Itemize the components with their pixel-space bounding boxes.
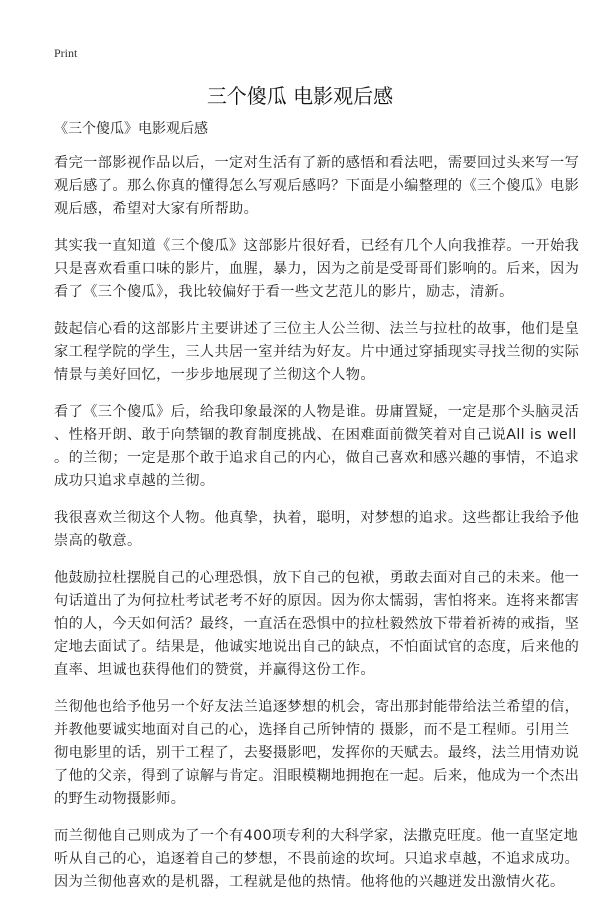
paragraph-line: 的野生动物摄影师。 [54, 791, 186, 807]
paragraph-line: 了他的父亲，得到了谅解与肯定。泪眼模糊地拥抱在一起。后来，他成为一个杰出 [54, 768, 580, 784]
paragraph-line: 只是喜欢看重口味的影片，血腥，暴力，因为之前是受哥哥们影响的。后来，因为 [54, 261, 580, 277]
paragraph-list [54, 152, 580, 894]
paragraph-line: 观后感，希望对大家有所帮助。 [54, 201, 259, 217]
paragraph [54, 825, 580, 894]
paragraph-line: 鼓起信心看的这部影片主要讲述了三位主人公兰彻、法兰与拉杜的故事，他们是皇 [54, 321, 580, 337]
paragraph-line: 句话道出了为何拉杜考试老考不好的原因。因为你太懦弱，害怕将来。连将来都害 [54, 593, 580, 609]
paragraph-line: 我很喜欢兰彻这个人物。他真挚，执着，聪明，对梦想的追求。这些都让我给予他 [54, 510, 580, 526]
page-title: 三个傻瓜 电影观后感 [206, 84, 394, 108]
paragraph-line: 、性格开朗、敢于向禁锢的教育制度挑战、在困难面前微笑着对自己说All is well [54, 427, 577, 443]
paragraph-line: 。的兰彻；一定是那个敢于追求自己的内心，做自己喜欢和感兴趣的事情，不追求 [54, 450, 580, 466]
article-subtitle: 《三个傻瓜》电影观后感 [54, 121, 208, 137]
paragraph-line: 并教他要诚实地面对自己的心，选择自己所钟情的 摄影，而不是工程师。引用兰 [54, 722, 570, 738]
paragraph [54, 567, 580, 682]
paragraph-line: 成功只追求卓越的兰彻。 [54, 473, 215, 489]
paragraph-line: 看了《三个傻瓜》后，给我印象最深的人物是谁。毋庸置疑，一定是那个头脑灵活 [54, 404, 580, 420]
paragraph-line: 看完一部影视作品以后，一定对生活有了新的感悟和看法吧，需要回过头来写一写 [54, 155, 580, 171]
paragraph-line: 看了《三个傻瓜》，我比较偏好于看一些文艺范儿的影片，励志，清新。 [54, 284, 514, 300]
paragraph [54, 507, 580, 553]
paragraph-line: 听从自己的心，追逐着自己的梦想，不畏前途的坎坷。只追求卓越，不追求成功。 [54, 851, 580, 867]
paragraph-line: 而兰彻他自己则成为了一个有400项专利的大科学家，法撒克旺度。他一直坚定地 [54, 828, 579, 844]
paragraph-line: 因为兰彻他喜欢的是机器，工程就是他的热情。他将他的兴趣迸发出激情火花。 [54, 874, 565, 890]
article-body [54, 118, 580, 908]
paragraph-line: 直率、坦诚也获得他们的赞赏，并赢得这份工作。 [54, 662, 375, 678]
paragraph [54, 235, 580, 304]
paragraph-line: 定地去面试了。结果是，他诚实地说出自己的缺点，不怕面试官的态度，后来他的 [54, 639, 580, 655]
paragraph-line: 彻电影里的话，别干工程了，去娶摄影吧，发挥你的天赋去。最终，法兰用情劝说 [54, 745, 580, 761]
paragraph-line: 怕的人，今天如何活？最终，一直活在恐惧中的拉杜毅然放下带着祈祷的戒指，坚 [54, 616, 580, 632]
paragraph-line: 观后感了。那么你真的懂得怎么写观后感吗？下面是小编整理的《三个傻瓜》电影 [54, 178, 580, 194]
paragraph [54, 401, 580, 493]
paragraph-line: 他鼓励拉杜摆脱自己的心理恐惧，放下自己的包袱，勇敢去面对自己的未来。他一 [54, 570, 580, 586]
paragraph [54, 318, 580, 387]
paragraph [54, 696, 580, 811]
paragraph-line: 家工程学院的学生，三人共居一室并结为好友。片中通过穿插现实寻找兰彻的实际 [54, 344, 580, 360]
paragraph-line: 崇高的敬意。 [54, 533, 142, 549]
print-link[interactable]: Print [54, 46, 78, 60]
paragraph-line: 其实我一直知道《三个傻瓜》这部影片很好看，已经有几个人向我推荐。一开始我 [54, 238, 580, 254]
paragraph-line: 兰彻他也给予他另一个好友法兰追逐梦想的机会，寄出那封能带给法兰希望的信， [54, 699, 580, 715]
paragraph-line: 情景与美好回忆，一步步地展现了兰彻这个人物。 [54, 367, 375, 383]
paragraph [54, 152, 580, 221]
